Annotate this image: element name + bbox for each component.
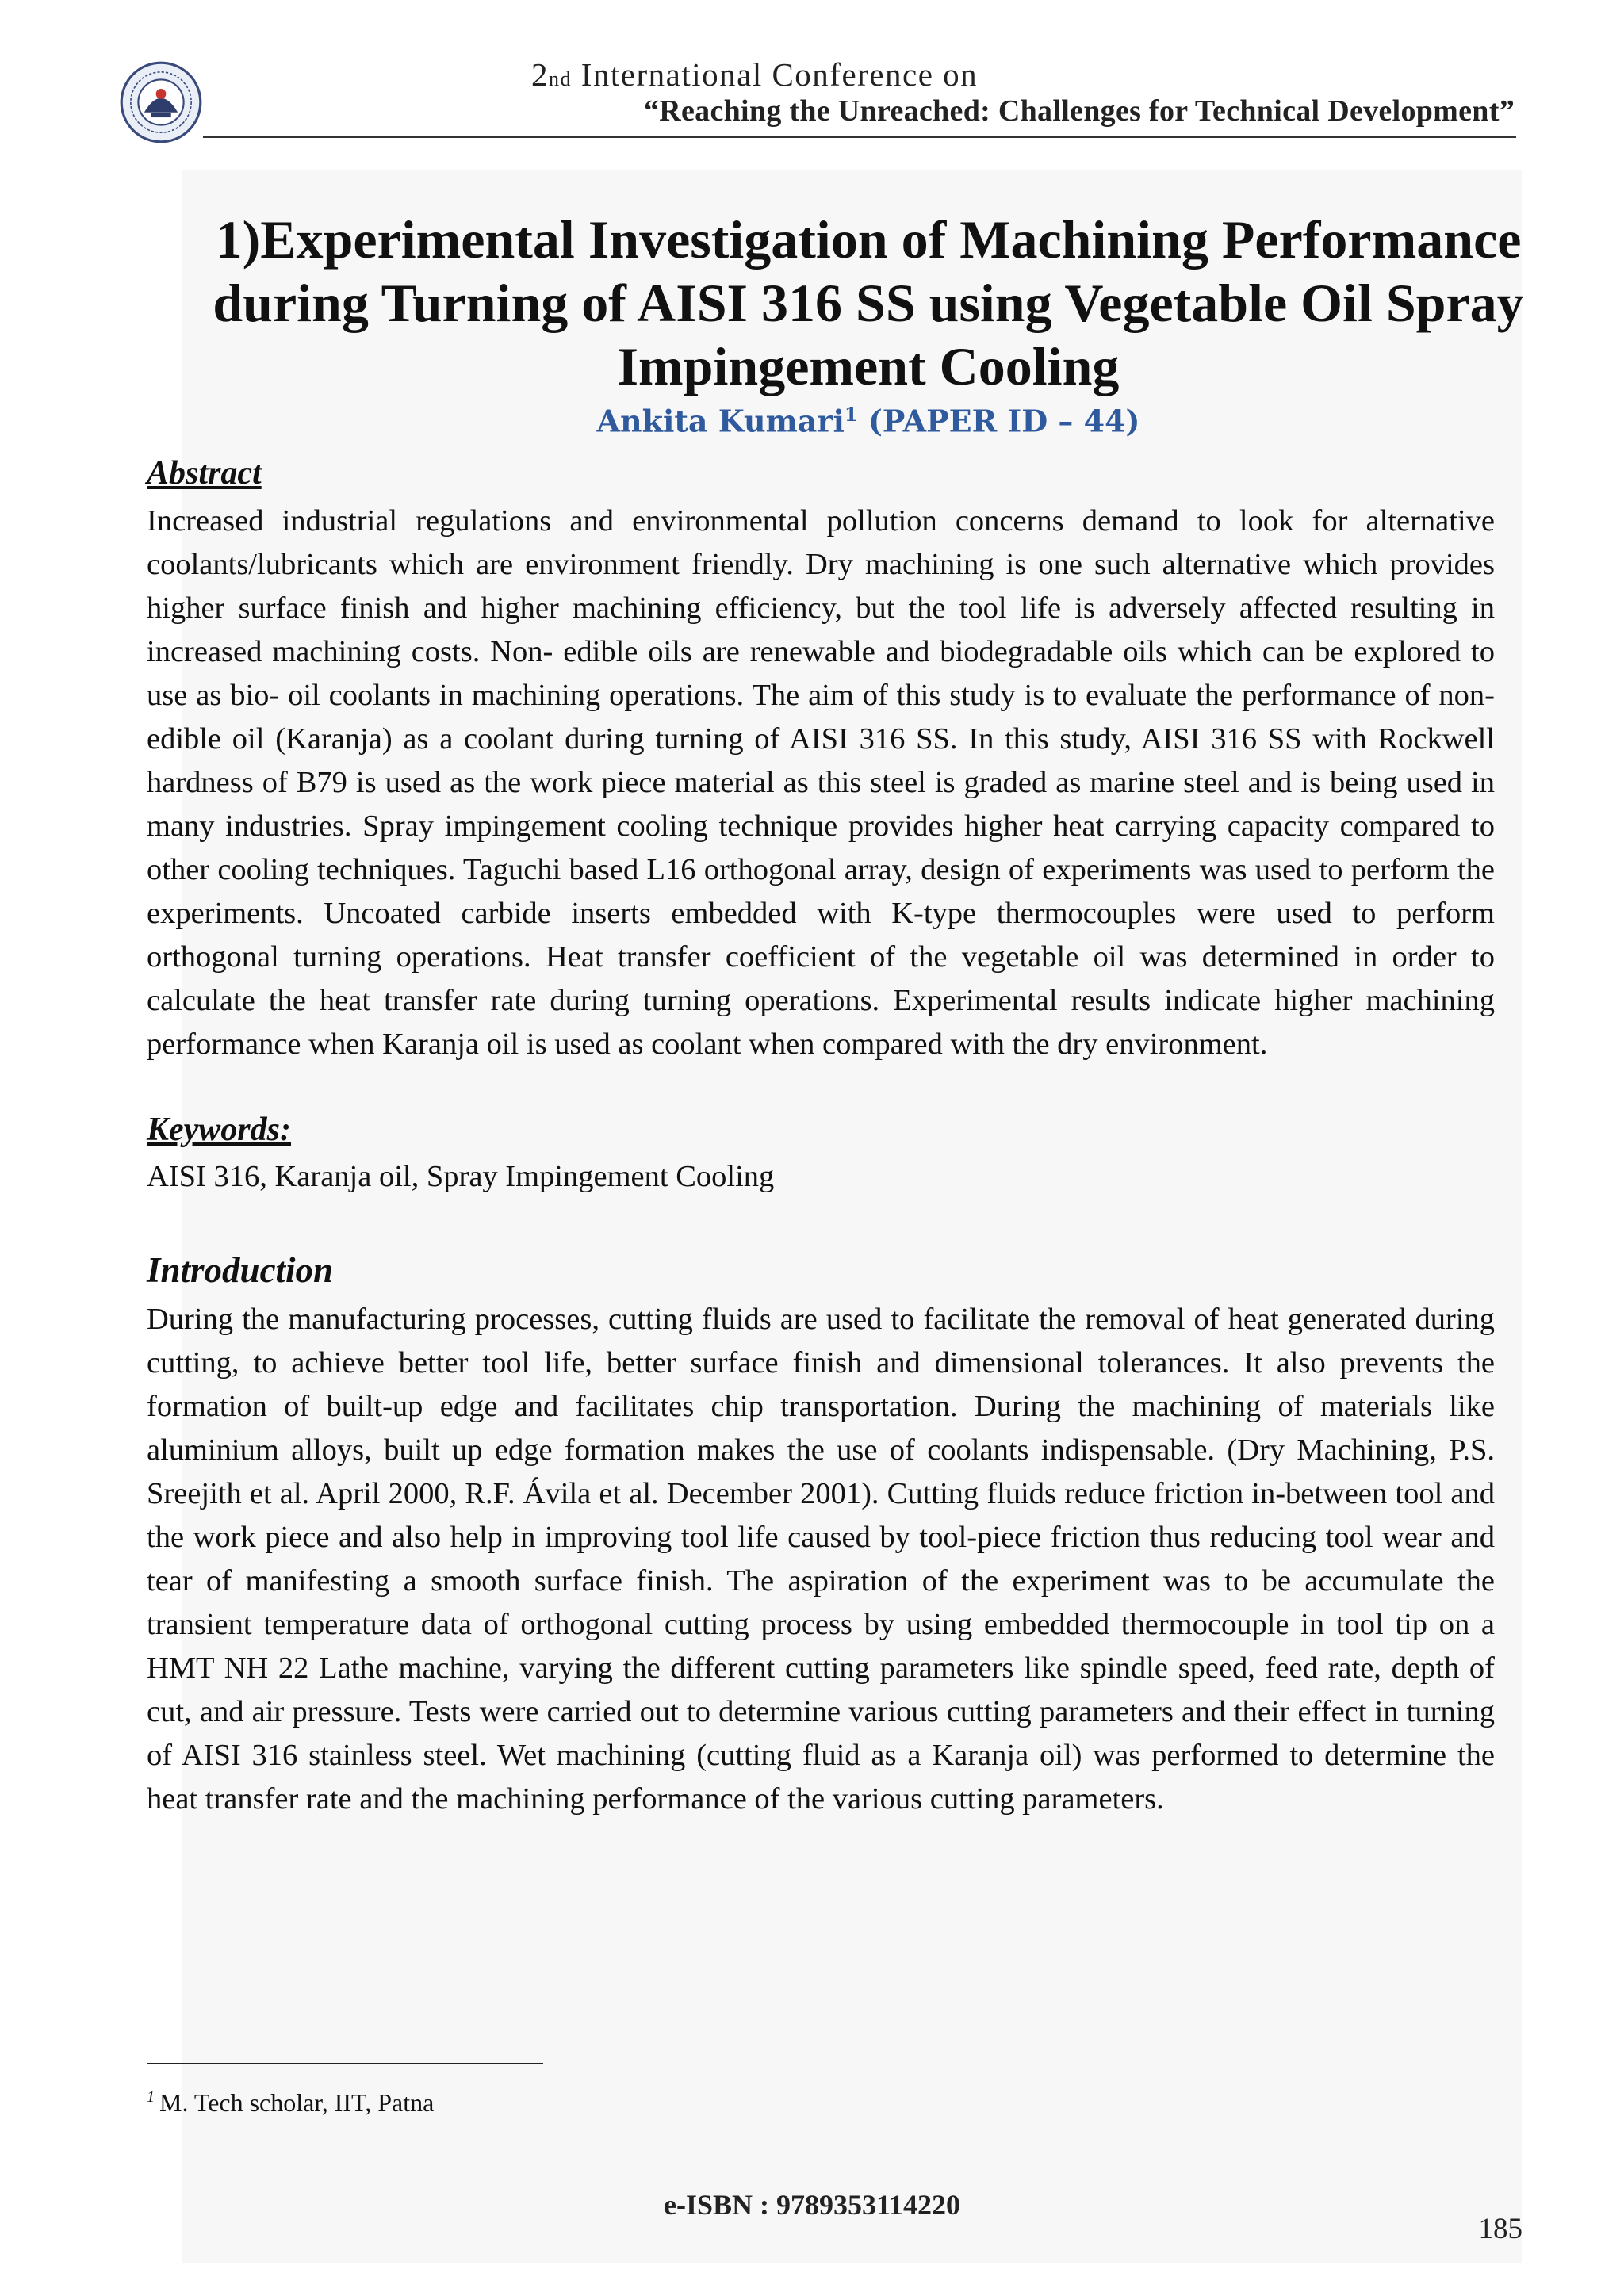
isbn: e-ISBN : 9789353114220 <box>663 2189 960 2221</box>
abstract-heading: Abstract <box>147 455 262 492</box>
author-affiliation-marker: 1 <box>844 403 858 426</box>
conference-edition: 2nd International Conference on <box>531 56 979 93</box>
paper-id: (PAPER ID – 44) <box>868 403 1140 439</box>
footnote-text: M. Tech scholar, IIT, Patna <box>159 2088 435 2117</box>
author-line <box>159 403 1578 439</box>
footnote-divider <box>147 2063 543 2064</box>
author-name: Ankita Kumari <box>596 403 845 439</box>
footnote-marker: 1 <box>147 2088 155 2107</box>
keywords-text: AISI 316, Karanja oil, Spray Impingement Cooling <box>147 1160 775 1193</box>
footnote <box>147 2088 434 2118</box>
paper-title: 1)Experimental Investigation of Machining Performance during Turning of AISI 316 SS using Vegetable Oil Spray Impingement Cooling <box>213 209 1524 396</box>
header-divider <box>203 136 1516 138</box>
abstract-text: Increased industrial regulations and environmental pollution concerns demand to look for alternative coolants/lubricants which are environment friendly. Dry machining is one such alternative which provides higher surface finish and higher machining efficiency, but the tool life is adversely affected resulting in increased machining costs. Non- edible oils are renewable and biodegradable oils which can be explored to use as bio- oil coolants in machining operations. The aim of this study is to evaluate the performance of non- edible oil (Karanja) as a coolant during turning of AISI 316 SS. In this study, AISI 316 SS with Rockwell hardness of B79 is used as the work piece material as this steel is graded as marine steel and is being used in many industries. Spray impingement cooling technique provides higher heat carrying capacity compared to other cooling techniques. Taguchi based L16 orthogonal array, design of experiments was used to perform the experiments. Uncoated carbide inserts embedded with K-type thermocouples were used to perform orthogonal turning operations. Heat transfer coefficient of the vegetable oil was determined in order to calculate the heat transfer rate during turning operations. Experimental results indicate higher machining performance when Karanja oil is used as coolant when compared with the dry environment. <box>147 504 1495 1061</box>
page-number: 185 <box>1478 2213 1522 2245</box>
introduction-text: During the manufacturing processes, cutting fluids are used to facilitate the removal of heat generated during cutting, to achieve better tool life, better surface finish and dimensional tolerances. It also prevents the formation of built-up edge and facilitates chip transportation. During the machining of materials like aluminium alloys, built up edge formation makes the use of coolants indispensable. (Dry Machining, P.S. Sreejith et al. April 2000, R.F. Ávila et al. December 2001). Cutting fluids reduce friction in-between tool and the work piece and also help in improving tool life caused by tool-piece friction thus reducing tool wear and tear of manifesting a smooth surface finish. The aspiration of the experiment was to be accumulate the transient temperature data of orthogonal cutting process by using embedded thermocouple in tool tip on a HMT NH 22 Lathe machine, varying the different cutting parameters like spindle speed, feed rate, depth of cut, and air pressure. Tests were carried out to determine various cutting parameters and their effect in turning of AISI 316 stainless steel. Wet machining (cutting fluid as a Karanja oil) was performed to determine the heat transfer rate and the machining performance of the various cutting parameters. <box>147 1303 1495 1816</box>
introduction-heading: Introduction <box>147 1250 334 1290</box>
keywords-heading: Keywords: <box>147 1112 291 1148</box>
page-scan-shading <box>182 170 1522 2263</box>
conference-theme: “Reaching the Unreached: Challenges for Technical Development” <box>643 94 1515 128</box>
conference-seal-icon <box>119 60 203 144</box>
